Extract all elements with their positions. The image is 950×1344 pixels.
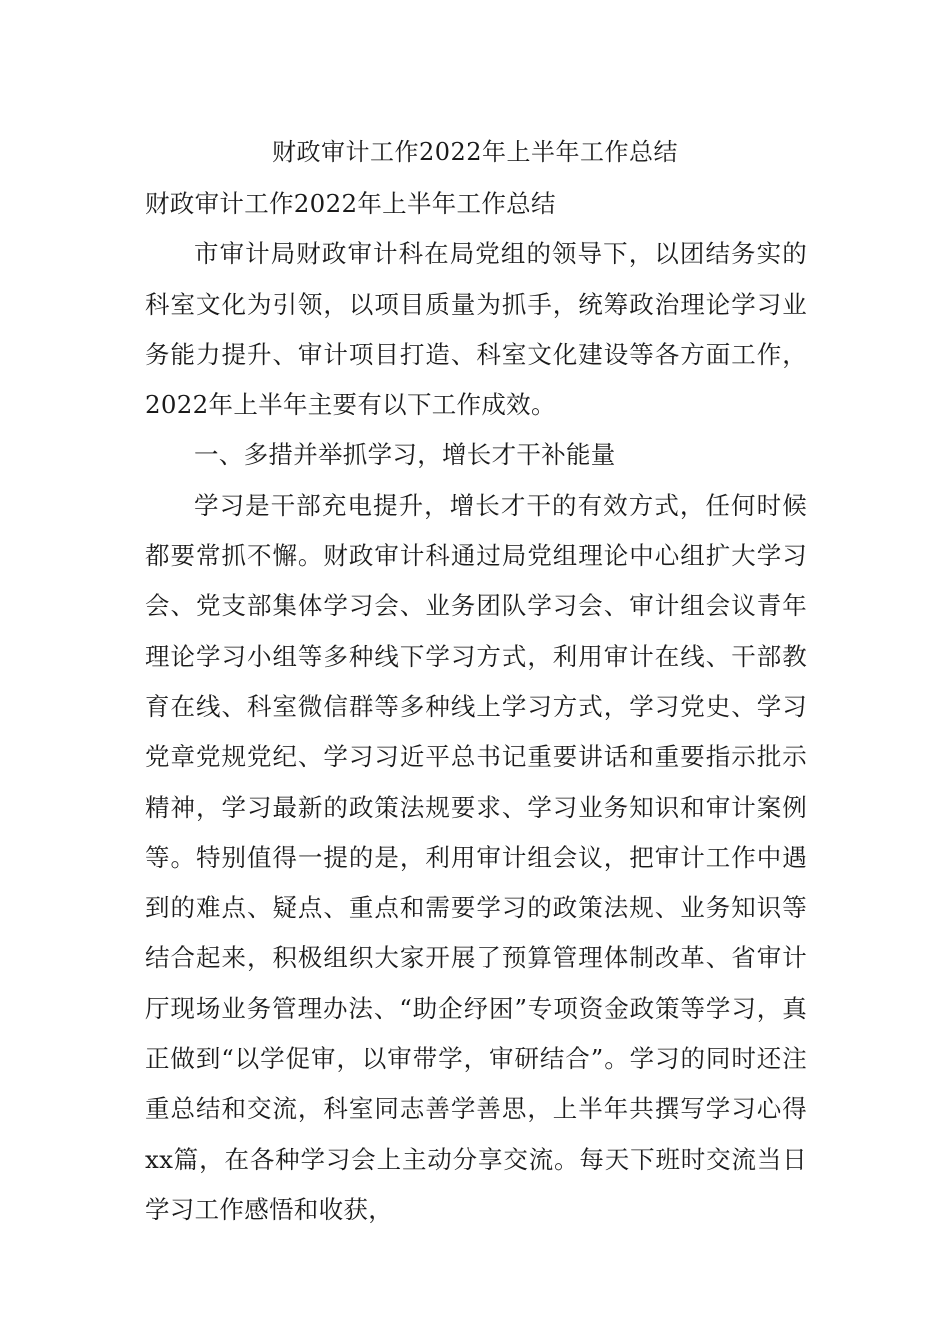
repeated-title-paragraph: 财政审计工作2022年上半年工作总结: [145, 189, 556, 218]
section-body-paragraph: 学习是干部充电提升，增长才干的有效方式，任何时候都要常抓不懈。财政审计科通过局党组理论中心组扩大学习会、党支部集体学习会、业务团队学习会、审计组会议青年理论学习小组等多种线下学习方式，利用审计在线、干部教育在线、科室微信群等多种线上学习方式，学习党史、学习党章党规党纪、学习习近平总书记重要讲话和重要指示批示精神，学习最新的政策法规要求、学习业务知识和审计案例等。特别值得一提的是，利用审计组会议，把审计工作中遇到的难点、疑点、重点和需要学习的政策法规、业务知识等结合起来，积极组织大家开展了预算管理体制改革、省审计厅现场业务管理办法、“助企纾困”专项资金政策等学习，真正做到“以学促审，以审带学，审研结合”。学习的同时还注重总结和交流，科室同志善学善思，上半年共撰写学习心得xx篇，在各种学习会上主动分享交流。每天下班时交流当日学习工作感悟和收获，: [145, 490, 807, 1224]
document-body: [145, 179, 807, 1235]
document-title: 财政审计工作2022年上半年工作总结: [271, 138, 679, 166]
section-heading: 一、多措并举抓学习，增长才干补能量: [194, 440, 616, 470]
intro-paragraph: 市审计局财政审计科在局党组的领导下，以团结务实的科室文化为引领，以项目质量为抓手，统筹政治理论学习业务能力提升、审计项目打造、科室文化建设等各方面工作，2022年上半年主要有以下工作成效。: [145, 239, 807, 420]
